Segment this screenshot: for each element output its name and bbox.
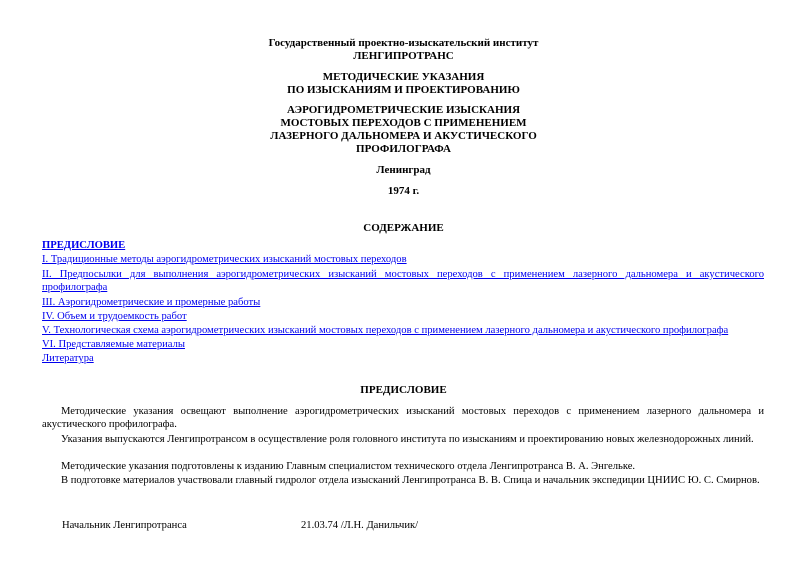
doc-title-line-2: МОСТОВЫХ ПЕРЕХОДОВ С ПРИМЕНЕНИЕМ xyxy=(280,117,527,129)
year: 1974 г. xyxy=(387,185,420,197)
preface-paragraph-3: Методические указания подготовлены к изданию Главным специалистом технического отдела Ленгипротранса В. А. Энгельке. xyxy=(61,461,636,472)
preface-paragraph-1: Методические указания освещают выполнение аэрогидрометрических изысканий мостовых переходов с применением лазерного дальномера и акустического профилографа. xyxy=(42,406,764,430)
toc-link-literature[interactable]: Литература xyxy=(42,353,94,364)
org-line: Государственный проектно-изыскательский институт xyxy=(268,37,539,49)
doc-title-line-1: АЭРОГИДРОМЕТРИЧЕСКИЕ ИЗЫСКАНИЯ xyxy=(286,104,521,116)
toc-link-section-3[interactable]: III. Аэрогидрометрические и промерные работы xyxy=(42,297,261,308)
signature-date-name: 21.03.74 /Л.Н. Данильчик/ xyxy=(301,520,419,531)
toc-link-section-2-cont[interactable]: профилографа xyxy=(42,282,108,293)
toc-link-section-4[interactable]: IV. Объем и трудоемкость работ xyxy=(42,311,187,322)
toc-link-section-1[interactable]: I. Традиционные методы аэрогидрометрических изысканий мостовых переходов xyxy=(42,254,407,265)
toc-heading: СОДЕРЖАНИЕ xyxy=(363,222,444,234)
doc-type-line-2: ПО ИЗЫСКАНИЯМ И ПРОЕКТИРОВАНИЮ xyxy=(287,84,520,96)
doc-title-line-3: ЛАЗЕРНОГО ДАЛЬНОМЕРА И АКУСТИЧЕСКОГО xyxy=(270,130,537,142)
toc-link-preface[interactable]: ПРЕДИСЛОВИЕ xyxy=(42,240,126,251)
preface-paragraph-4: В подготовке материалов участвовали главный гидролог отдела изысканий Ленгипротранса В. В. Спица и начальник экспедиции ЦНИИС Ю. С. Смирнов. xyxy=(61,475,760,486)
toc-link-section-5[interactable]: V. Технологическая схема аэрогидрометрических изысканий мостовых переходов с применением лазерного дальномера и акустического профилографа xyxy=(42,325,729,336)
toc-link-section-6[interactable]: VI. Представляемые материалы xyxy=(42,339,185,350)
city: Ленинград xyxy=(376,164,431,176)
signature-position: Начальник Ленгипротранса xyxy=(62,520,187,531)
doc-type-line-1: МЕТОДИЧЕСКИЕ УКАЗАНИЯ xyxy=(322,71,485,83)
preface-paragraph-2: Указания выпускаются Ленгипротрансом в осуществление роля головного института по изысканиям и проектированию новых железнодорожных линий. xyxy=(61,434,754,445)
toc-link-section-2[interactable]: II. Предпосылки для выполнения аэрогидрометрических изысканий мостовых переходов с применением лазерного дальномера и акустического xyxy=(42,269,764,280)
preface-heading: ПРЕДИСЛОВИЕ xyxy=(360,384,447,396)
doc-title-line-4: ПРОФИЛОГРАФА xyxy=(356,143,451,155)
org-name: ЛЕНГИПРОТРАНС xyxy=(353,50,454,62)
